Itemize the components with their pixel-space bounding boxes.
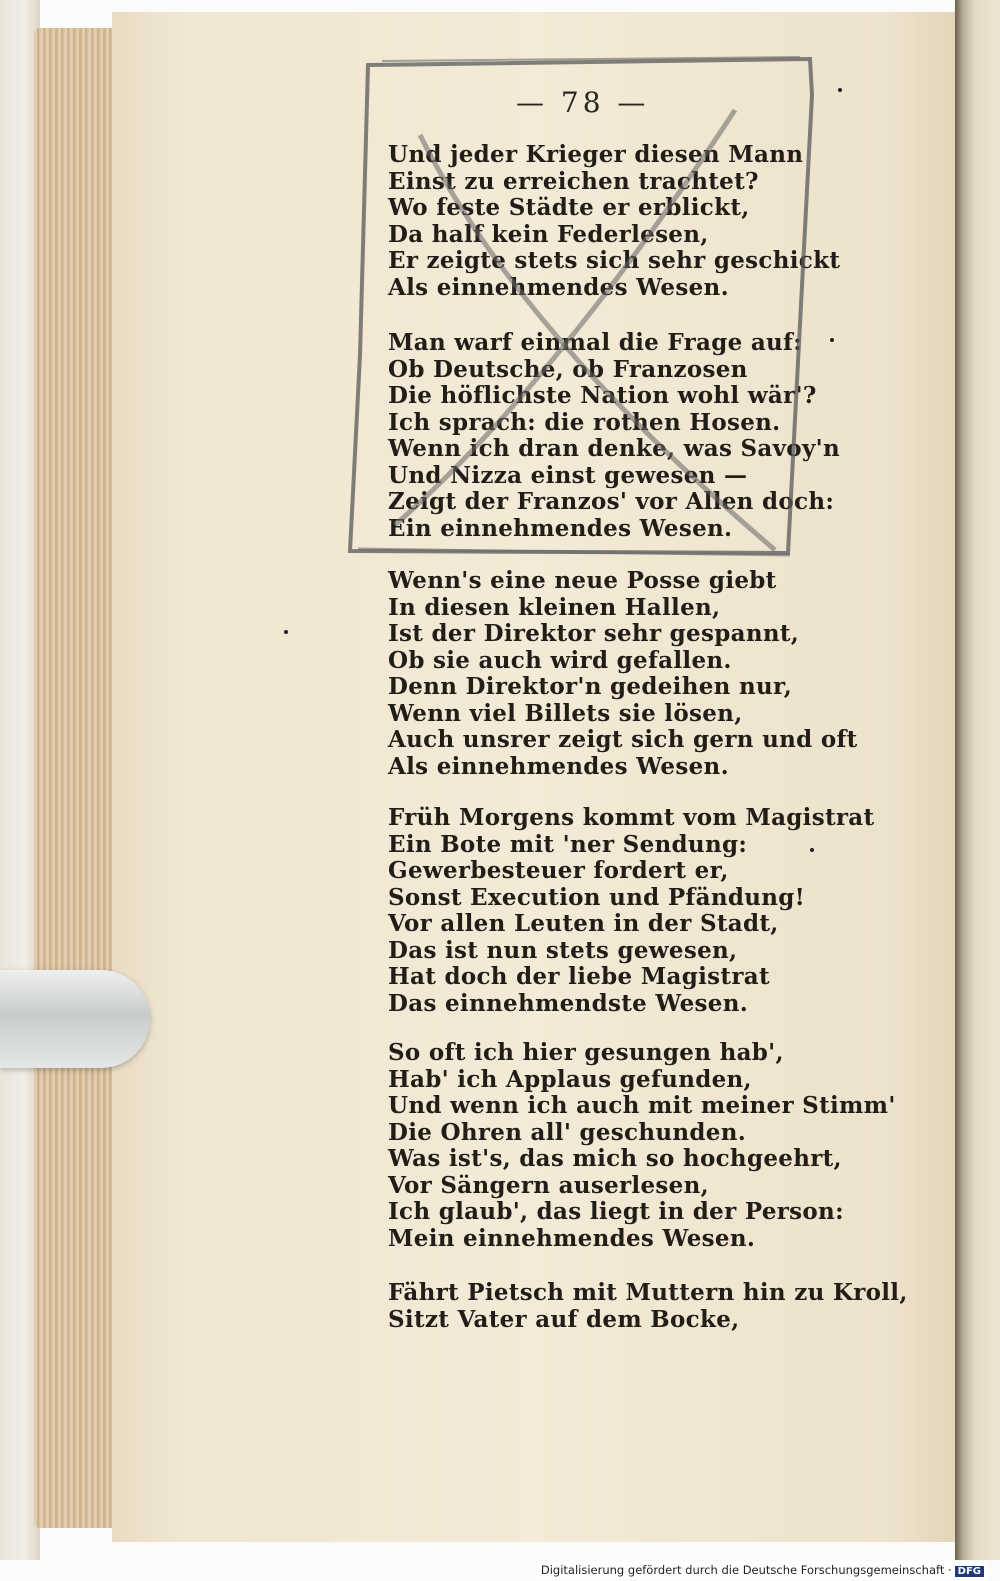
speck bbox=[838, 88, 842, 92]
verse-line: Und Nizza einst gewesen — bbox=[388, 461, 748, 489]
verse-line: Ist der Direktor sehr gespannt, bbox=[388, 620, 800, 647]
stanza-4 bbox=[388, 805, 874, 1017]
verse-line: Als einnehmendes Wesen. bbox=[388, 273, 729, 301]
verse-line: Vor Sängern auserlesen, bbox=[388, 1171, 709, 1199]
verse-line: Ein Bote mit 'ner Sendung: bbox=[388, 830, 748, 858]
verse-line: Gewerbesteuer fordert er, bbox=[388, 857, 729, 884]
verse-line: So oft ich hier gesungen hab', bbox=[388, 1039, 784, 1066]
verse-line: Wenn viel Billets sie lösen, bbox=[388, 699, 743, 727]
verse-line: Ich glaub', das liegt in der Person: bbox=[388, 1198, 844, 1225]
verse-line: Als einnehmendes Wesen. bbox=[388, 752, 729, 780]
verse-line: Hab' ich Applaus gefunden, bbox=[388, 1065, 752, 1093]
stanza-5 bbox=[388, 1040, 896, 1252]
verse-line: Früh Morgens kommt vom Magistrat bbox=[388, 804, 875, 831]
verse-line: Einst zu erreichen trachtet? bbox=[388, 167, 759, 195]
digitization-credit bbox=[537, 1561, 988, 1579]
verse-line: Zeigt der Franzos' vor Allen doch: bbox=[388, 488, 835, 515]
verse-line: Sonst Execution und Pfändung! bbox=[388, 883, 806, 911]
verse-line: Wenn's eine neue Posse giebt bbox=[388, 567, 777, 594]
verse-line: Mein einnehmendes Wesen. bbox=[388, 1224, 756, 1252]
verse-line: Auch unsrer zeigt sich gern und oft bbox=[388, 726, 858, 753]
verse-line: Wo feste Städte er erblickt, bbox=[388, 194, 750, 221]
stanza-2 bbox=[388, 330, 840, 542]
verse-line: Ob Deutsche, ob Franzosen bbox=[388, 355, 748, 383]
dfg-logo-icon: DFG bbox=[955, 1566, 984, 1577]
verse-line: Da half kein Federlesen, bbox=[388, 220, 709, 248]
page-clip-icon bbox=[0, 970, 150, 1068]
stanza-3 bbox=[388, 568, 858, 780]
book-gutter bbox=[955, 0, 1000, 1560]
verse-line: Ein einnehmendes Wesen. bbox=[388, 514, 733, 542]
verse-line: Ich sprach: die rothen Hosen. bbox=[388, 408, 781, 436]
verse-line: Und wenn ich auch mit meiner Stimm' bbox=[388, 1092, 896, 1119]
stanza-1 bbox=[388, 142, 840, 301]
verse-line: Man warf einmal die Frage auf: bbox=[388, 329, 803, 356]
speck bbox=[284, 630, 288, 634]
verse-line: Vor allen Leuten in der Stadt, bbox=[388, 910, 779, 937]
verse-line: Ob sie auch wird gefallen. bbox=[388, 646, 732, 674]
verse-line: Das ist nun stets gewesen, bbox=[388, 936, 738, 964]
verse-line: Denn Direktor'n gedeihen nur, bbox=[388, 673, 793, 700]
credit-text: Digitalisierung gefördert durch die Deutsche Forschungsgemeinschaft · bbox=[540, 1563, 952, 1577]
page-number: — 78 — bbox=[516, 86, 650, 119]
verse-line: Hat doch der liebe Magistrat bbox=[388, 963, 770, 990]
stanza-6 bbox=[388, 1280, 908, 1333]
verse-line: Sitzt Vater auf dem Bocke, bbox=[388, 1305, 740, 1333]
verse-line: Die höflichste Nation wohl wär'? bbox=[388, 382, 817, 409]
verse-line: Er zeigte stets sich sehr geschickt bbox=[388, 247, 841, 274]
verse-line: Was ist's, das mich so hochgeehrt, bbox=[388, 1145, 842, 1172]
verse-line: Fährt Pietsch mit Muttern hin zu Kroll, bbox=[388, 1279, 908, 1306]
verse-line: Das einnehmendste Wesen. bbox=[388, 989, 749, 1017]
verse-line: In diesen kleinen Hallen, bbox=[388, 593, 721, 621]
verse-line: Wenn ich dran denke, was Savoy'n bbox=[388, 435, 840, 462]
verse-line: Die Ohren all' geschunden. bbox=[388, 1118, 747, 1146]
page-edges bbox=[34, 28, 124, 1528]
verse-line: Und jeder Krieger diesen Mann bbox=[388, 141, 804, 168]
